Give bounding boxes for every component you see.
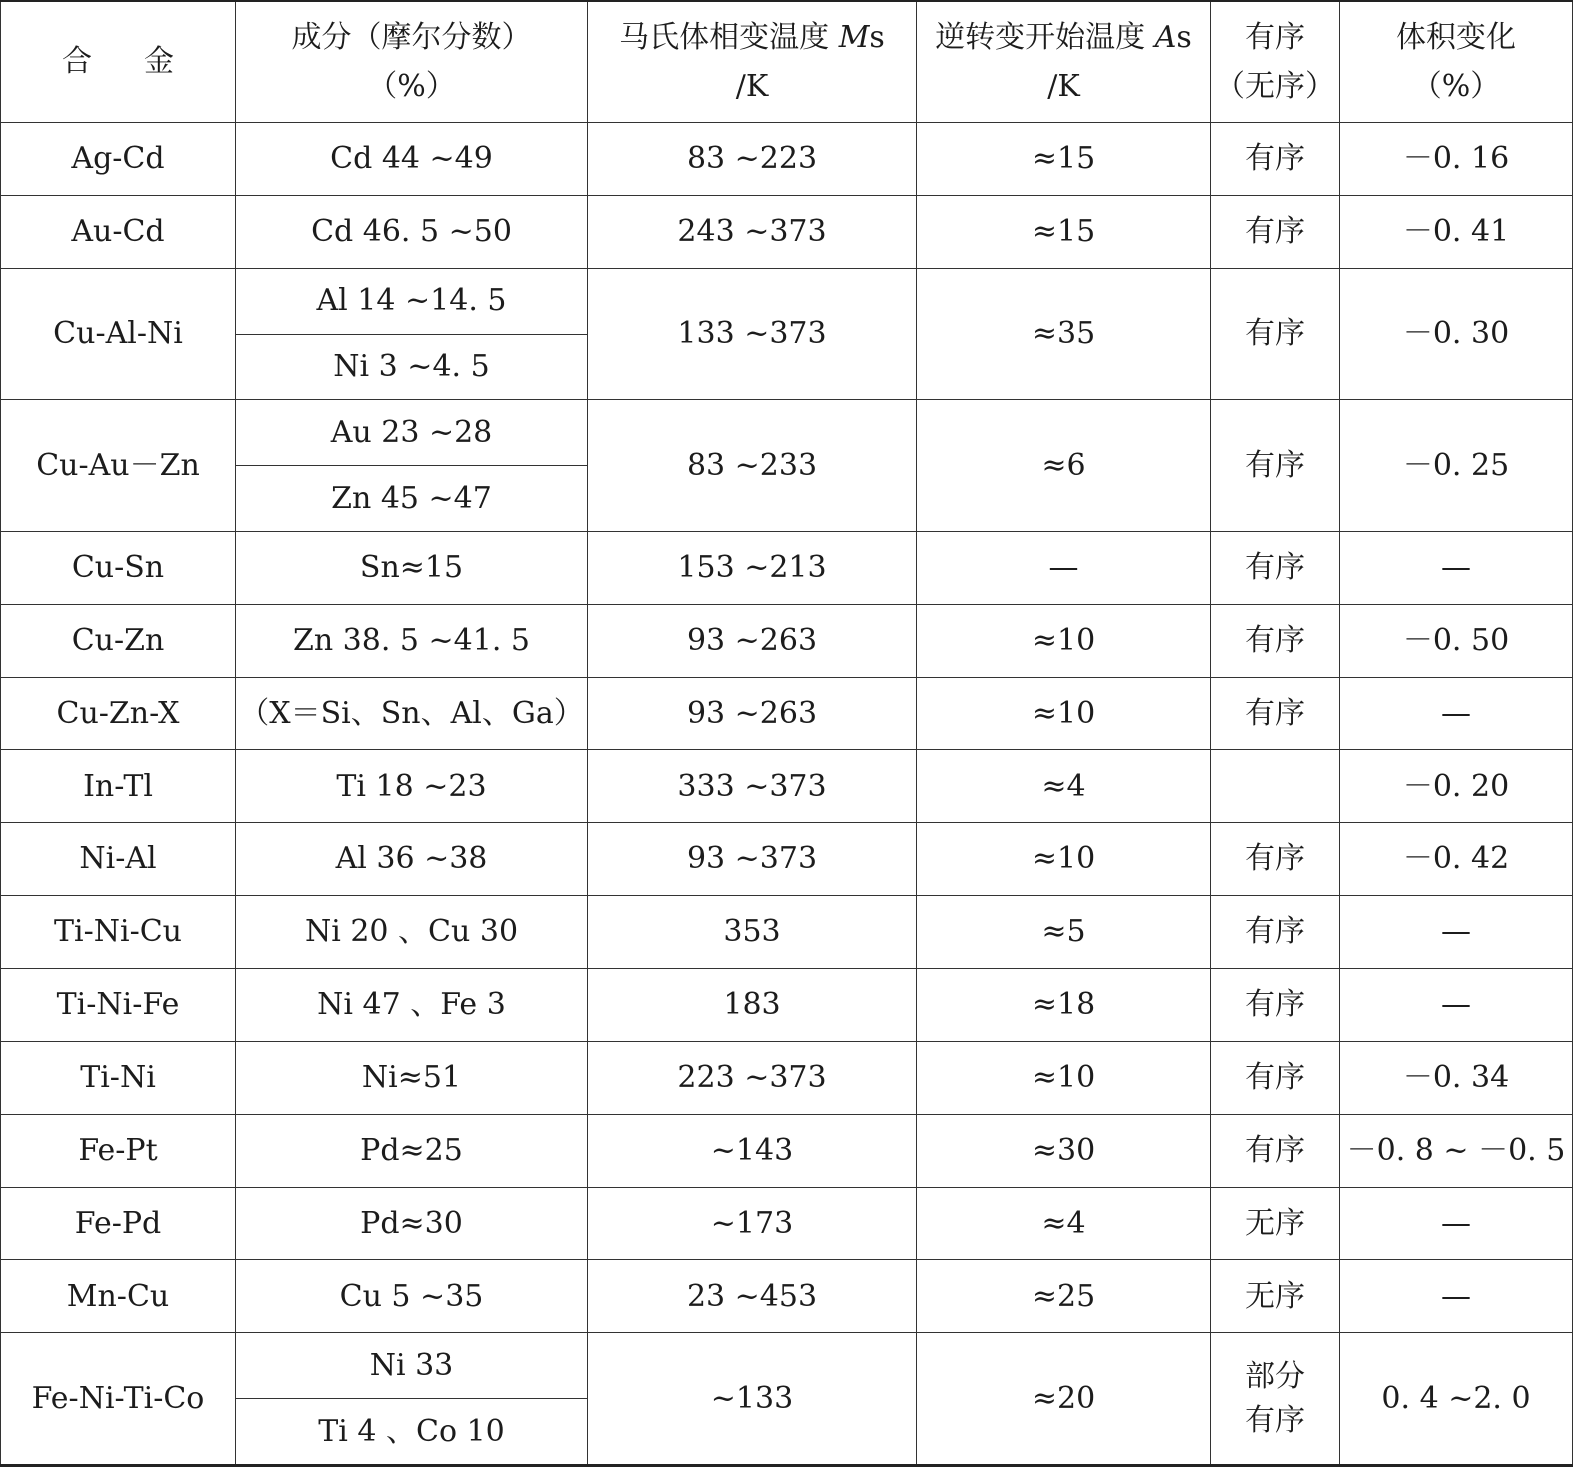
table-header-row (1, 1, 1573, 123)
cell-ms-temperature: 93 ~263 (588, 604, 917, 677)
cell-composition: Zn 38. 5 ~41. 5 (236, 604, 588, 677)
cell-ms-temperature: ~173 (588, 1187, 917, 1260)
cell-order (1211, 1333, 1340, 1466)
cell-composition: Ni 47 、Fe 3 (236, 969, 588, 1042)
cell-composition: Sn≈15 (236, 531, 588, 604)
cell-alloy: Fe-Ni-Ti-Co (1, 1333, 236, 1466)
cell-as-temperature: ≈20 (917, 1333, 1211, 1466)
cell-ms-temperature: ~133 (588, 1333, 917, 1466)
table-row (1, 896, 1573, 969)
table-row (1, 1114, 1573, 1187)
header-composition-line2: （%） (367, 69, 456, 104)
header-ms-line2: /K (735, 69, 769, 104)
cell-volume-change: －0. 25 (1340, 400, 1573, 532)
header-as (917, 1, 1211, 123)
table-row (1, 1041, 1573, 1114)
cell-as-temperature: ≈30 (917, 1114, 1211, 1187)
cell-volume-change: 0. 4 ~2. 0 (1340, 1333, 1573, 1466)
cell-order: 有序 (1211, 400, 1340, 532)
cell-volume-change: －0. 42 (1340, 823, 1573, 896)
cell-alloy: In-Tl (1, 750, 236, 823)
cell-ms-temperature: 93 ~263 (588, 677, 917, 750)
cell-ms-temperature: 353 (588, 896, 917, 969)
cell-composition: Pd≈25 (236, 1114, 588, 1187)
cell-volume-change: — (1340, 896, 1573, 969)
cell-order: 有序 (1211, 268, 1340, 400)
table-row (1, 123, 1573, 196)
cell-order: 有序 (1211, 1041, 1340, 1114)
cell-volume-change: — (1340, 969, 1573, 1042)
table-row (1, 1333, 1573, 1399)
header-volume (1340, 1, 1573, 123)
header-ms-symbol: M (838, 19, 870, 55)
cell-ms-temperature: 243 ~373 (588, 195, 917, 268)
cell-composition: Ni 33 (236, 1333, 588, 1399)
cell-order: 有序 (1211, 123, 1340, 196)
cell-as-temperature: ≈5 (917, 896, 1211, 969)
cell-as-temperature: ≈10 (917, 823, 1211, 896)
cell-ms-temperature: 133 ~373 (588, 268, 917, 400)
cell-composition: Ni 3 ~4. 5 (236, 334, 588, 400)
cell-as-temperature: ≈15 (917, 195, 1211, 268)
cell-alloy: Au-Cd (1, 195, 236, 268)
table-row (1, 823, 1573, 896)
table-row (1, 531, 1573, 604)
table-row (1, 750, 1573, 823)
cell-ms-temperature: 83 ~223 (588, 123, 917, 196)
table-row (1, 969, 1573, 1042)
cell-volume-change: — (1340, 1187, 1573, 1260)
cell-alloy: Ti-Ni (1, 1041, 236, 1114)
cell-alloy: Cu-Al-Ni (1, 268, 236, 400)
cell-alloy: Fe-Pd (1, 1187, 236, 1260)
cell-ms-temperature: 153 ~213 (588, 531, 917, 604)
cell-ms-temperature: 93 ~373 (588, 823, 917, 896)
table-row (1, 604, 1573, 677)
table-row (1, 1187, 1573, 1260)
cell-order: 无序 (1211, 1187, 1340, 1260)
table-row (1, 195, 1573, 268)
header-order-line2: （无序） (1215, 69, 1335, 104)
cell-order: 有序 (1211, 969, 1340, 1042)
cell-ms-temperature: 333 ~373 (588, 750, 917, 823)
cell-as-temperature: ≈10 (917, 1041, 1211, 1114)
header-ms-text: 马氏体相变温度 (619, 19, 830, 55)
cell-order: 无序 (1211, 1260, 1340, 1333)
header-ms-line1 (588, 13, 916, 63)
cell-volume-change: －0. 30 (1340, 268, 1573, 400)
cell-alloy: Cu-Au－Zn (1, 400, 236, 532)
cell-ms-temperature: 23 ~453 (588, 1260, 917, 1333)
cell-volume-change: －0. 41 (1340, 195, 1573, 268)
cell-alloy: Fe-Pt (1, 1114, 236, 1187)
cell-composition: Al 14 ~14. 5 (236, 268, 588, 334)
cell-alloy: Ti-Ni-Fe (1, 969, 236, 1042)
cell-composition: Au 23 ~28 (236, 400, 588, 466)
cell-composition: Zn 45 ~47 (236, 466, 588, 532)
cell-ms-temperature: ~143 (588, 1114, 917, 1187)
cell-ms-temperature: 223 ~373 (588, 1041, 917, 1114)
table-body (1, 123, 1573, 1466)
header-as-line2: /K (1047, 69, 1080, 104)
cell-volume-change: －0. 8 ~ －0. 5 (1340, 1114, 1573, 1187)
table-row (1, 268, 1573, 334)
cell-order: 有序 (1211, 677, 1340, 750)
cell-as-temperature: ≈10 (917, 677, 1211, 750)
cell-alloy: Ni-Al (1, 823, 236, 896)
cell-as-temperature: ≈6 (917, 400, 1211, 532)
cell-alloy: Ti-Ni-Cu (1, 896, 236, 969)
cell-order-line: 部分 (1245, 1359, 1305, 1395)
cell-composition: Pd≈30 (236, 1187, 588, 1260)
header-alloy (1, 1, 236, 123)
cell-as-temperature: — (917, 531, 1211, 604)
cell-as-temperature: ≈25 (917, 1260, 1211, 1333)
cell-composition: Cd 46. 5 ~50 (236, 195, 588, 268)
cell-composition: Cu 5 ~35 (236, 1260, 588, 1333)
table-row (1, 677, 1573, 750)
cell-composition: Al 36 ~38 (236, 823, 588, 896)
cell-ms-temperature: 183 (588, 969, 917, 1042)
cell-order-line: 有序 (1245, 1402, 1305, 1438)
cell-order: 有序 (1211, 604, 1340, 677)
cell-volume-change: －0. 16 (1340, 123, 1573, 196)
cell-composition: （X＝Si、Sn、Al、Ga） (236, 677, 588, 750)
cell-composition: Ni 20 、Cu 30 (236, 896, 588, 969)
cell-order: 有序 (1211, 195, 1340, 268)
cell-as-temperature: ≈4 (917, 750, 1211, 823)
table-row (1, 1260, 1573, 1333)
cell-volume-change: — (1340, 1260, 1573, 1333)
cell-order: 有序 (1211, 1114, 1340, 1187)
cell-volume-change: －0. 20 (1340, 750, 1573, 823)
cell-volume-change: — (1340, 677, 1573, 750)
cell-alloy: Cu-Zn-X (1, 677, 236, 750)
header-as-line1 (917, 13, 1210, 63)
header-ms-suffix: s (869, 19, 885, 55)
cell-as-temperature: ≈15 (917, 123, 1211, 196)
table-row (1, 400, 1573, 466)
header-as-symbol: A (1154, 19, 1177, 55)
cell-composition: Ti 4 、Co 10 (236, 1399, 588, 1466)
cell-volume-change: －0. 34 (1340, 1041, 1573, 1114)
cell-alloy: Ag-Cd (1, 123, 236, 196)
header-as-suffix: s (1176, 19, 1192, 55)
header-alloy-label: 合金 (62, 44, 226, 80)
cell-composition: Ti 18 ~23 (236, 750, 588, 823)
header-order-line1: 有序 (1245, 19, 1305, 55)
cell-alloy: Cu-Sn (1, 531, 236, 604)
cell-alloy: Cu-Zn (1, 604, 236, 677)
cell-as-temperature: ≈4 (917, 1187, 1211, 1260)
header-composition-line1: 成分（摩尔分数） (291, 19, 532, 55)
cell-composition: Cd 44 ~49 (236, 123, 588, 196)
header-composition (236, 1, 588, 123)
header-order (1211, 1, 1340, 123)
cell-order: 有序 (1211, 896, 1340, 969)
header-volume-line2: （%） (1411, 69, 1501, 104)
cell-as-temperature: ≈35 (917, 268, 1211, 400)
header-volume-line1: 体积变化 (1396, 19, 1516, 55)
cell-alloy: Mn-Cu (1, 1260, 236, 1333)
cell-as-temperature: ≈10 (917, 604, 1211, 677)
cell-volume-change: — (1340, 531, 1573, 604)
cell-order: 有序 (1211, 531, 1340, 604)
header-as-text: 逆转变开始温度 (935, 19, 1146, 55)
cell-ms-temperature: 83 ~233 (588, 400, 917, 532)
cell-order: 有序 (1211, 823, 1340, 896)
cell-composition: Ni≈51 (236, 1041, 588, 1114)
header-ms (588, 1, 917, 123)
cell-as-temperature: ≈18 (917, 969, 1211, 1042)
cell-volume-change: －0. 50 (1340, 604, 1573, 677)
cell-order (1211, 750, 1340, 823)
